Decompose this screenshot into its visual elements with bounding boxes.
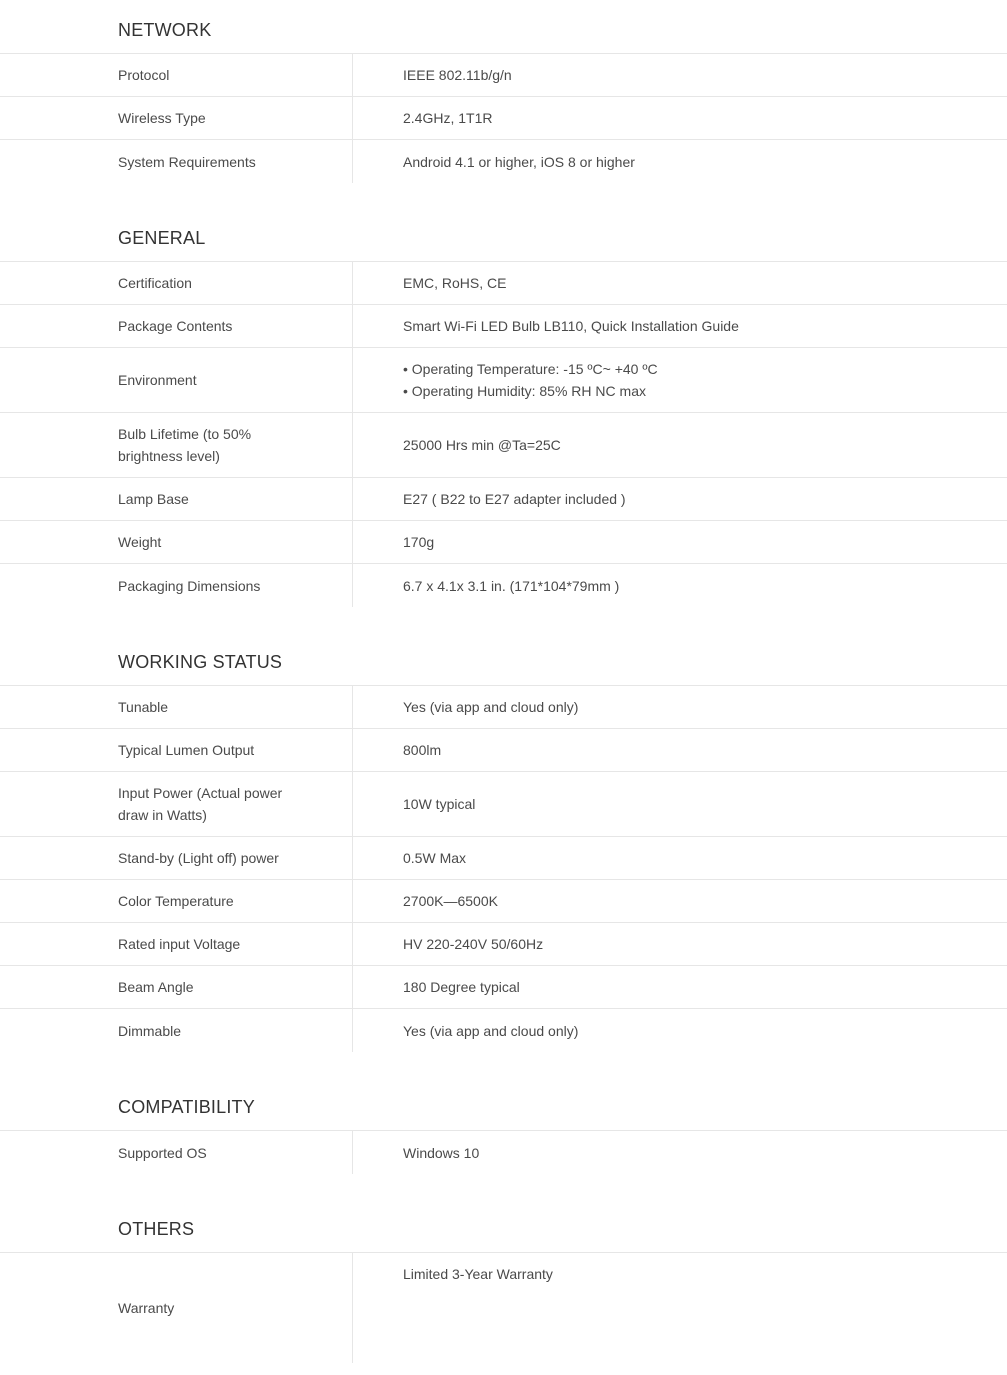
- spec-value: HV 220-240V 50/60Hz: [403, 936, 544, 952]
- table-row: [0, 413, 1007, 478]
- spec-label: Package Contents: [0, 305, 353, 347]
- spec-label: Lamp Base: [0, 478, 353, 520]
- spec-value: 800lm: [403, 742, 442, 758]
- table-row: [0, 564, 1007, 607]
- spec-label: Weight: [0, 521, 353, 563]
- spec-label: Supported OS: [0, 1131, 353, 1174]
- section-title-network: NETWORK: [118, 20, 212, 40]
- spec-value: 10W typical: [403, 796, 476, 812]
- spec-table-general: [0, 261, 1007, 607]
- table-row: [0, 729, 1007, 772]
- table-row: [0, 1131, 1007, 1174]
- table-row: [0, 1253, 1007, 1363]
- table-row: [0, 140, 1007, 183]
- spec-label: System Requirements: [0, 140, 353, 183]
- table-row: [0, 521, 1007, 564]
- spec-table-compatibility: [0, 1130, 1007, 1174]
- table-row: [0, 348, 1007, 413]
- section-title-working-status: WORKING STATUS: [118, 652, 283, 672]
- spec-table-network: [0, 53, 1007, 183]
- spec-label: Tunable: [0, 686, 353, 728]
- section-title-compatibility: COMPATIBILITY: [118, 1097, 255, 1117]
- spec-label: Certification: [0, 262, 353, 304]
- table-row: [0, 305, 1007, 348]
- spec-value: IEEE 802.11b/g/n: [403, 67, 512, 83]
- spec-label: Environment: [0, 348, 353, 412]
- spec-value: Smart Wi-Fi LED Bulb LB110, Quick Installation Guide: [403, 318, 739, 334]
- table-row: [0, 97, 1007, 140]
- table-row: [0, 923, 1007, 966]
- table-row: [0, 262, 1007, 305]
- spec-value: 0.5W Max: [403, 850, 467, 866]
- table-row: [0, 1009, 1007, 1052]
- spec-value: 170g: [403, 534, 435, 550]
- table-row: [0, 54, 1007, 97]
- spec-table-others: [0, 1252, 1007, 1363]
- spec-value: Limited 3-Year Warranty: [403, 1266, 553, 1282]
- spec-label: Warranty: [0, 1253, 353, 1363]
- spec-value-line: • Operating Humidity: 85% RH NC max: [403, 383, 646, 399]
- spec-value: 25000 Hrs min @Ta=25C: [403, 437, 561, 453]
- spec-label: Typical Lumen Output: [0, 729, 353, 771]
- section-title-others: OTHERS: [118, 1219, 195, 1239]
- spec-label: Stand-by (Light off) power: [0, 837, 353, 879]
- table-row: [0, 880, 1007, 923]
- table-row: [0, 837, 1007, 880]
- spec-label: Protocol: [0, 54, 353, 96]
- spec-label: Input Power (Actual power draw in Watts): [0, 772, 353, 836]
- table-row: [0, 478, 1007, 521]
- spec-label: Dimmable: [0, 1009, 353, 1052]
- spec-value: 180 Degree typical: [403, 979, 520, 995]
- section-title-general: GENERAL: [118, 228, 206, 248]
- table-row: [0, 772, 1007, 837]
- spec-value: EMC, RoHS, CE: [403, 275, 507, 291]
- spec-label: Packaging Dimensions: [0, 564, 353, 607]
- table-row: [0, 966, 1007, 1009]
- spec-value: E27 ( B22 to E27 adapter included ): [403, 491, 626, 507]
- spec-value: 2700K—6500K: [403, 893, 498, 909]
- spec-value-line: • Operating Temperature: -15 ºC~ +40 ºC: [403, 361, 658, 377]
- spec-value: [353, 348, 1007, 412]
- spec-value: 2.4GHz, 1T1R: [403, 110, 493, 126]
- table-row: [0, 686, 1007, 729]
- spec-value: Yes (via app and cloud only): [403, 699, 579, 715]
- spec-label: Color Temperature: [0, 880, 353, 922]
- spec-table-working-status: [0, 685, 1007, 1052]
- spec-label: Bulb Lifetime (to 50% brightness level): [0, 413, 353, 477]
- spec-label: Rated input Voltage: [0, 923, 353, 965]
- spec-value: 6.7 x 4.1x 3.1 in. (171*104*79mm ): [403, 577, 620, 594]
- spec-value: Android 4.1 or higher, iOS 8 or higher: [403, 153, 635, 170]
- spec-value: Windows 10: [403, 1144, 480, 1161]
- spec-value: Yes (via app and cloud only): [403, 1022, 579, 1039]
- spec-label: Beam Angle: [0, 966, 353, 1008]
- spec-label: Wireless Type: [0, 97, 353, 139]
